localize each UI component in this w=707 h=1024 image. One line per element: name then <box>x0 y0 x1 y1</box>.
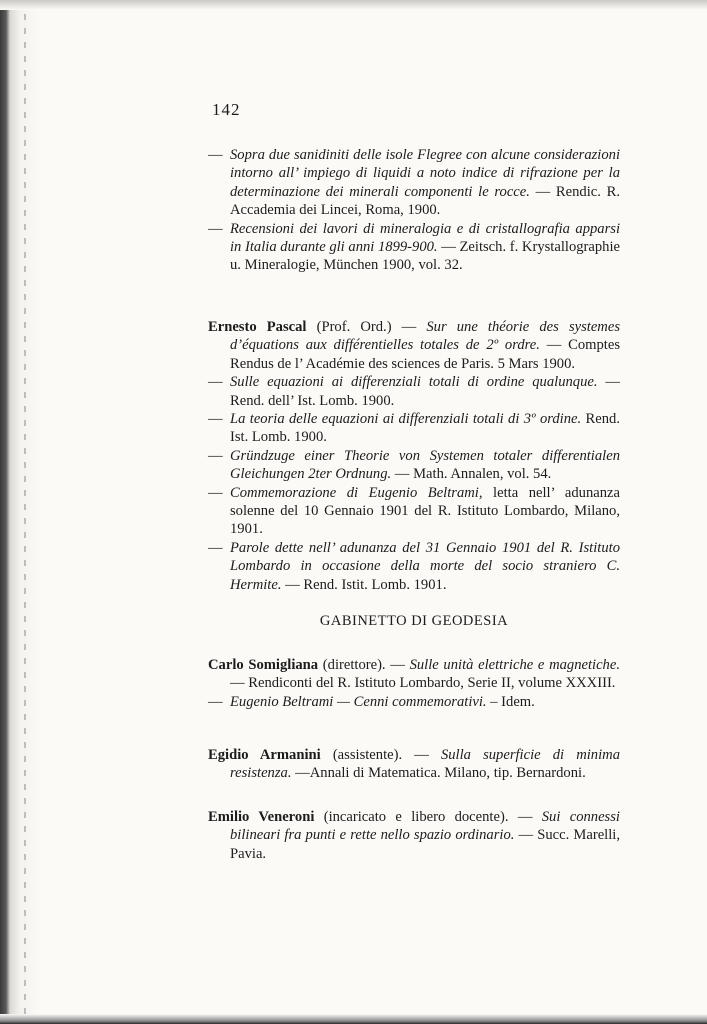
bibliography-entry: Emilio Veneroni (incaricato e libero docente). — Sui connessi bilineari fra punti e rette nello spazio ordinario. — Succ. Marelli, Pavia. <box>208 809 620 862</box>
entry-title: Sulla superficie di minima resistenza. <box>230 747 620 782</box>
bibliography-entry: — Commemorazione di Eugenio Beltrami, letta nell’ adunanza solenne del 10 Gennaio 1901 del R. Istituto Lombardo, Milano, 1901. <box>208 484 620 538</box>
bibliography-entry: — Sulle equazioni ai differenziali totali di ordine qualunque. — Rend. dell’ Ist. Lomb. 1900. <box>208 374 621 409</box>
bibliography-entry: — Sopra due sanidiniti delle isole Flegree con alcune considerazioni intorno all’ impiego di liquidi a noto indice di rifrazione per la determinazione dei minerali componenti le rocce. — Rendic. R. Accademia dei Lincei, Roma, 1900. <box>208 147 620 219</box>
bibliography-entry: Egidio Armanini (assistente). — Sulla superficie di minima resistenza. —Annali di Matematica. Milano, tip. Bernardoni. <box>208 747 620 782</box>
bibliography-entry: Carlo Somigliana (direttore). — Sulle unità elettriche e magnetiche. — Rendiconti del R. Istituto Lombardo, Serie II, volume XXXIII. <box>208 657 620 692</box>
entry-title: Commemorazione di Eugenio Beltrami, <box>230 484 483 501</box>
entry-title: La teoria delle equazioni ai differenziali totali di 3º ordine. <box>230 411 582 428</box>
entry-title: Sulle equazioni ai differenziali totali di ordine qualunque. <box>230 374 598 391</box>
entry-title: Sui connessi bilineari fra punti e rette nello spazio ordinario. <box>230 809 620 844</box>
author-name: Egidio Armanini <box>208 747 321 763</box>
entry-title: Parole dette nell’ adunanza del 31 Gennaio 1901 del R. Istituto Lombardo in occasione della morte del socio straniero C. Hermite. <box>230 539 620 593</box>
entry-title: Gründzuge einer Theorie von Systemen totaler differentialen Gleichungen 2ter Ordnung. <box>230 447 620 483</box>
entry-source: Succ. Marelli, Pavia. <box>230 827 620 862</box>
entry-title: Eugenio Beltrami — Cenni commemorativi. <box>230 693 487 710</box>
author-armanini <box>208 746 620 783</box>
entry-source: Annali di Matematica. Milano, tip. Bernardoni. <box>309 765 586 782</box>
author-name: Carlo Somigliana <box>208 657 319 673</box>
entry-source: Comptes Rendus de l’ Académie des sciences de Paris. 5 Mars 1900. <box>230 337 621 372</box>
author-name: Emilio Veneroni <box>208 809 315 825</box>
entry-source: Rend. dell’ Ist. Lomb. 1900. <box>230 392 395 409</box>
entry-source: Rend. Ist. Lomb. 1900. <box>230 411 620 446</box>
bibliography-entry: — Gründzuge einer Theorie von Systemen totaler differentialen Gleichungen 2ter Ordnung. — Math. Annalen, vol. 54. <box>208 447 620 483</box>
entry-source: Rendic. R. Accademia dei Lincei, Roma, 1900. <box>230 183 620 219</box>
author-somigliana <box>208 656 620 711</box>
bibliography-entry: Ernesto Pascal (Prof. Ord.) — Sur une théorie des systemes d’équations aux différentielles totales de 2º ordre. — Comptes Rendus de l’ Académie des sciences de Paris. 5 Mars 1900. <box>208 319 621 372</box>
author-name: Ernesto Pascal <box>208 319 307 335</box>
entry-title: Sopra due sanidiniti delle isole Flegree con alcune considerazioni intorno all’ impiego di liquidi a noto indice di rifrazione per la determinazione dei minerali componenti le rocce. <box>230 147 620 200</box>
author-role: (Prof. Ord.) <box>316 319 392 335</box>
entry-title: Recensioni dei lavori di mineralogia e di cristallografia apparsi in Italia durante gli anni 1899-900. <box>230 220 620 256</box>
entry-source: Rend. Istit. Lomb. 1901. <box>303 576 447 593</box>
section-top <box>208 146 620 275</box>
bibliography-entry: — Parole dette nell’ adunanza del 31 Gennaio 1901 del R. Istituto Lombardo in occasione della morte del socio straniero C. Hermite. — Rend. Istit. Lomb. 1901. <box>208 539 620 593</box>
entry-source: Zeitsch. f. Krystallographie u. Mineralogie, München 1900, vol. 32. <box>230 239 620 274</box>
author-role: (incaricato e libero docente). <box>323 809 509 825</box>
author-pascal <box>208 318 620 594</box>
entry-title: Sulle unità elettriche e magnetiche. <box>409 657 620 673</box>
section-heading: GABINETTO DI GEODESIA <box>319 613 509 629</box>
bibliography-entry: — La teoria delle equazioni ai differenziali totali di 3º ordine. Rend. Ist. Lomb. 1900. <box>208 411 620 446</box>
page-number: 142 <box>212 100 241 119</box>
entry-source: Rendiconti del R. Istituto Lombardo, Serie II, volume XXXIII. <box>248 675 616 692</box>
entry-source: letta nell’ adunanza solenne del 10 Gennaio 1901 del R. Istituto Lombardo, Milano, 1901. <box>230 484 620 538</box>
author-role: (direttore). <box>322 657 386 673</box>
entry-source: Math. Annalen, vol. 54. <box>413 466 552 483</box>
bibliography-entry: — Recensioni dei lavori di mineralogia e di cristallografia apparsi in Italia durante gli anni 1899-900. — Zeitsch. f. Krystallographie u. Mineralogie, München 1900, vol. 32. <box>208 220 620 274</box>
entry-title: Sur une théorie des systemes d’équations aux différentielles totales de 2º ordre. <box>230 319 621 354</box>
author-role: (assistente). <box>332 747 403 763</box>
entry-source: Idem. <box>501 693 535 710</box>
author-veneroni <box>208 808 620 863</box>
bibliography-entry: — Eugenio Beltrami — Cenni commemorativi. – Idem. <box>208 693 535 710</box>
